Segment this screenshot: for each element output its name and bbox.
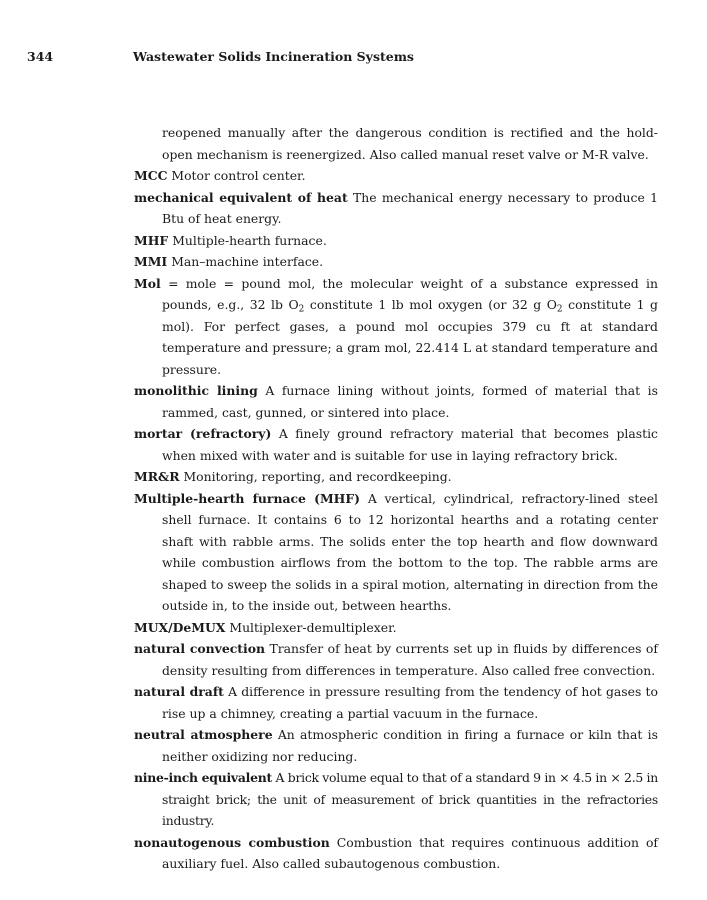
book-title: Wastewater Solids Incineration Systems bbox=[133, 49, 414, 64]
glossary-definition: Monitoring, reporting, and recordkeeping. bbox=[183, 469, 452, 484]
glossary-definition: Motor control center. bbox=[171, 168, 306, 183]
subscript: 2 bbox=[298, 304, 305, 315]
glossary-definition: Multiple-hearth furnace. bbox=[172, 232, 327, 248]
glossary-entry-nine-inch-equivalent bbox=[134, 767, 658, 832]
glossary-term: Multiple-hearth furnace (MHF) bbox=[134, 490, 361, 506]
glossary-term: MCC bbox=[134, 168, 168, 183]
glossary-term: natural draft bbox=[134, 684, 224, 699]
glossary-term: MHF bbox=[134, 232, 169, 248]
glossary-definition: A brick volume equal to that of a standard 9 in × 4.5 in × 2.5 in straight brick; the unit of measurement of brick quantities in the refractories industry. bbox=[162, 770, 658, 828]
running-header bbox=[27, 49, 667, 65]
glossary-term: monolithic lining bbox=[134, 383, 258, 398]
glossary-term: Mol bbox=[134, 275, 161, 291]
glossary-term: MR&R bbox=[134, 469, 180, 484]
glossary-entry-mux-demux bbox=[134, 617, 658, 639]
glossary-entry-natural-convection bbox=[134, 638, 658, 681]
page-number: 344 bbox=[27, 49, 54, 64]
glossary-definition: Combustion that requires continuous addition of auxiliary fuel. Also called subautogenous combustion. bbox=[162, 834, 658, 871]
glossary-term: natural convection bbox=[134, 641, 265, 656]
glossary-definition: A furnace lining without joints, formed of material that is rammed, cast, gunned, or sintered into place. bbox=[162, 383, 658, 420]
glossary-term: nine-inch equivalent bbox=[134, 770, 272, 785]
glossary-term: mechanical equivalent of heat bbox=[134, 189, 348, 205]
glossary-definition: A finely ground refractory material that becomes plastic when mixed with water and is suitable for use in laying refractory brick. bbox=[162, 426, 658, 463]
glossary-term: MMI bbox=[134, 254, 168, 269]
glossary-term: MUX/DeMUX bbox=[134, 619, 226, 635]
glossary-definition: Transfer of heat by currents set up in fluids by differences of density resulting from differences in temperature. Also called free convection. bbox=[162, 641, 658, 678]
glossary-entry-nonautogenous-combustion bbox=[134, 832, 658, 875]
glossary-entry-mmi bbox=[134, 251, 658, 273]
glossary-definition: A difference in pressure resulting from the tendency of hot gases to rise up a chimney, creating a partial vacuum in the furnace. bbox=[162, 684, 658, 721]
glossary-entry-mortar-refractory bbox=[134, 423, 658, 466]
glossary-entry-monolithic-lining bbox=[134, 380, 658, 423]
glossary-definition: The mechanical energy necessary to produce 1 Btu of heat energy. bbox=[162, 189, 658, 226]
glossary-entry-neutral-atmosphere bbox=[134, 724, 658, 767]
glossary-definition: Multiplexer-demultiplexer. bbox=[229, 619, 397, 635]
glossary-entry-mcc bbox=[134, 165, 658, 187]
glossary-entry-natural-draft bbox=[134, 681, 658, 724]
glossary-entry-mrr bbox=[134, 466, 658, 488]
glossary-entry-multiple-hearth-furnace bbox=[134, 488, 658, 617]
glossary-definition: = mole = pound mol, the molecular weight of a substance expressed in pounds, e.g., 32 lb $O_2$ constitute 1 lb mol oxygen (or 32 g $O_2$ constitute 1 g mol). For perfect gases, a pound mol occupies 379 cu ft at standard temperature and pressure; a gram mol, 22.414 L at standard temperature and pressure. bbox=[162, 275, 658, 377]
glossary-term: nonautogenous combustion bbox=[134, 834, 330, 850]
glossary-entry-continued bbox=[134, 122, 658, 165]
glossary-entry-mhf bbox=[134, 230, 658, 252]
glossary-entry-mechanical-equivalent-of-heat bbox=[134, 187, 658, 230]
glossary-term: mortar (refractory) bbox=[134, 426, 272, 441]
glossary-definition: reopened manually after the dangerous condition is rectified and the hold-open mechanism is reenergized. Also called manual reset valve or M-R valve. bbox=[162, 125, 658, 162]
glossary-entry-mol bbox=[134, 273, 658, 381]
glossary-definition: A vertical, cylindrical, refractory-lined steel shell furnace. It contains 6 to 12 horizontal hearths and a rotating center shaft with rabble arms. The solids enter the top hearth and flow downward while combustion airflows from the bottom to the top. The rabble arms are shaped to sweep the solids in a spiral motion, alternating in direction from the outside in, to the inside out, between hearths. bbox=[162, 490, 658, 613]
glossary-term: neutral atmosphere bbox=[134, 727, 273, 742]
subscript: 2 bbox=[556, 304, 563, 315]
glossary-definition: An atmospheric condition in firing a furnace or kiln that is neither oxidizing nor reducing. bbox=[162, 727, 658, 764]
glossary-body bbox=[134, 122, 658, 875]
glossary-definition: Man–machine interface. bbox=[171, 254, 324, 269]
